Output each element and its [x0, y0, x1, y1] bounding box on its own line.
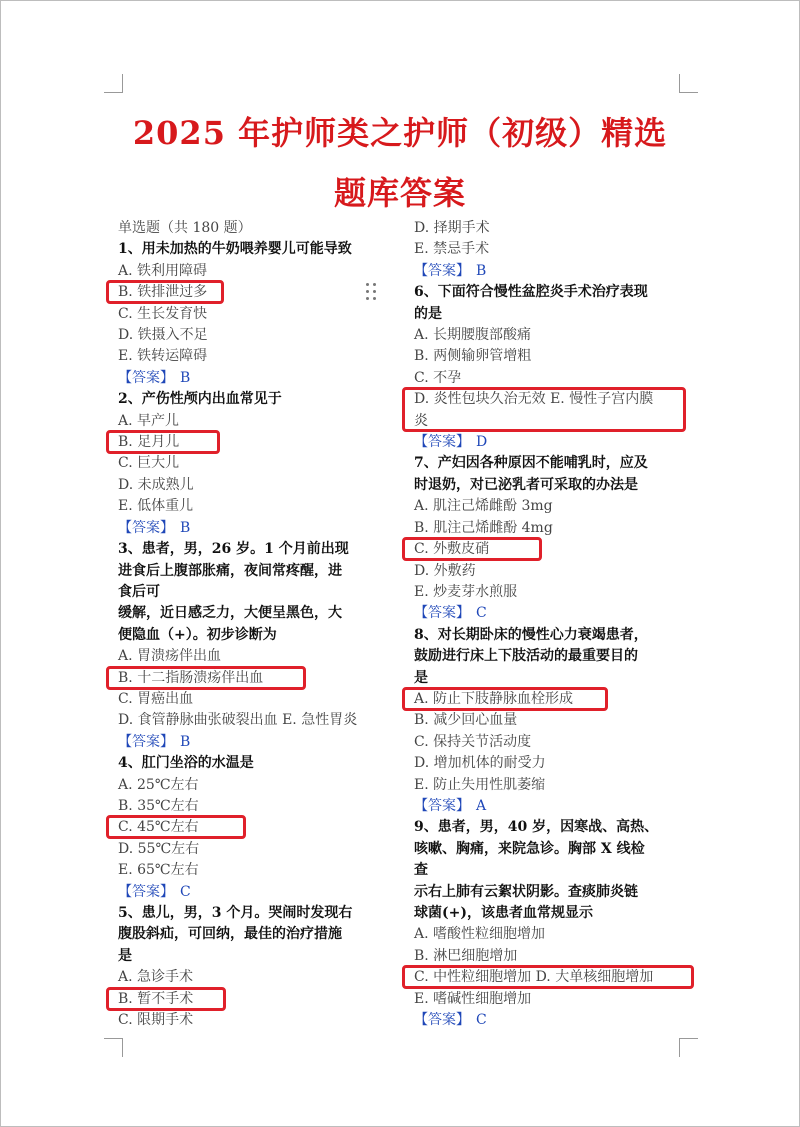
answer-value: D: [476, 434, 488, 451]
answer-option: A. 25℃左右: [118, 776, 199, 793]
answer-row: [118, 368, 393, 389]
answer-option: C. 生长发育快: [118, 305, 208, 322]
question-stem: 鼓励进行床上下肢活动的最重要目的: [414, 648, 638, 665]
answer-row: [118, 882, 393, 903]
document-title-line-2: 题库答案: [333, 174, 466, 212]
answer-option: A. 胃溃疡伴出血: [118, 648, 222, 665]
answer-option: E. 65℃左右: [118, 862, 199, 879]
answer-value: B: [180, 733, 191, 750]
answer-label: 【答案】: [414, 1012, 470, 1029]
answer-label: 【答案】: [414, 605, 470, 622]
answer-option: D. 炎性包块久治无效 E. 慢性子宫内膜: [414, 389, 696, 410]
answer-option: E. 防止失用性肌萎缩: [414, 776, 546, 793]
section-header: 单选题（共 180 题）: [118, 220, 252, 236]
question-stem: 4、肛门坐浴的水温是: [118, 755, 254, 772]
crop-mark-bottom-left: [104, 1038, 123, 1057]
question-stem: 9、患者，男，40 岁，因寒战、高热、: [414, 819, 659, 836]
answer-value: A: [476, 797, 487, 814]
answer-value: B: [180, 519, 191, 536]
right-column: [414, 218, 696, 1031]
correct-answer-highlight: [106, 430, 220, 454]
document-title-line-1: 2025 年护师类之护师（初级）精选: [132, 114, 668, 152]
question-stem: 球菌(+)，该患者血常规显示: [414, 905, 593, 921]
answer-option: C. 限期手术: [118, 1012, 194, 1029]
answer-row: [414, 603, 696, 624]
answer-option: B. 淋巴细胞增加: [414, 947, 518, 964]
question-stem: 便隐血（+）。初步诊断为: [118, 626, 277, 643]
question-stem: 腹股斜疝，可回纳，最佳的治疗措施: [118, 926, 342, 943]
correct-answer-highlight: [402, 965, 694, 989]
question-stem: 缓解，近日感乏力，大便呈黑色，大: [118, 605, 342, 622]
answer-label: 【答案】: [118, 369, 174, 386]
answer-option: D. 未成熟儿: [118, 476, 194, 493]
question-stem: 时退奶，对已泌乳者可采取的办法是: [414, 476, 638, 493]
answer-option: C. 外敷皮硝: [414, 539, 696, 560]
answer-option: B. 减少回心血量: [414, 712, 518, 729]
answer-label: 【答案】: [118, 883, 174, 900]
correct-answer-highlight: [106, 280, 224, 304]
answer-option: A. 铁利用障碍: [118, 262, 208, 279]
answer-option: D. 增加机体的耐受力: [414, 755, 546, 772]
question-stem: 是: [414, 669, 428, 686]
answer-option: C. 巨大儿: [118, 455, 180, 472]
answer-value: C: [180, 883, 191, 900]
answer-option: B. 十二指肠溃疡伴出血: [118, 668, 393, 689]
answer-option: D. 55℃左右: [118, 840, 200, 857]
question-stem: 查: [414, 862, 428, 879]
answer-value: B: [476, 262, 487, 279]
answer-option: A. 长期腰腹部酸痛: [414, 327, 532, 344]
answer-option: D. 食管静脉曲张破裂出血 E. 急性胃炎: [118, 712, 358, 729]
answer-option: 炎: [414, 412, 428, 429]
correct-answer-highlight: [402, 687, 608, 711]
question-stem: 是: [118, 947, 132, 964]
question-stem: 5、患儿，男，3 个月。哭闹时发现右: [118, 905, 353, 921]
answer-option: C. 中性粒细胞增加 D. 大单核细胞增加: [414, 967, 696, 988]
answer-label: 【答案】: [118, 733, 174, 750]
answer-option: A. 早产儿: [118, 412, 180, 429]
answer-option: B. 肌注己烯雌酚 4mg: [414, 519, 553, 536]
answer-option: D. 铁摄入不足: [118, 327, 208, 344]
question-stem: 的是: [414, 305, 442, 322]
correct-answer-highlight: [402, 537, 542, 561]
answer-label: 【答案】: [414, 797, 470, 814]
answer-value: B: [180, 369, 191, 386]
correct-answer-highlight: [106, 987, 226, 1011]
answer-label: 【答案】: [414, 434, 470, 451]
answer-option: E. 低体重儿: [118, 498, 194, 515]
answer-row: [118, 518, 393, 539]
answer-value: C: [476, 1012, 487, 1029]
question-stem: 进食后上腹部胀痛，夜间常疼醒，进: [118, 562, 342, 579]
answer-option: E. 嗜碱性细胞增加: [414, 990, 532, 1007]
answer-option: D. 择期手术: [414, 220, 490, 236]
answer-option: E. 铁转运障碍: [118, 348, 208, 365]
answer-option: B. 铁排泄过多: [118, 282, 393, 303]
answer-option: A. 嗜酸性粒细胞增加: [414, 926, 546, 943]
answer-option: C. 胃癌出血: [118, 690, 194, 707]
left-column: [118, 218, 393, 1031]
answer-value: C: [476, 605, 487, 622]
answer-option: B. 35℃左右: [118, 797, 199, 814]
answer-option: D. 外敷药: [414, 562, 476, 579]
answer-row: [118, 732, 393, 753]
answer-row: [414, 796, 696, 817]
answer-option: C. 45℃左右: [118, 817, 393, 838]
question-stem: 食后可: [118, 583, 160, 600]
correct-answer-highlight: [106, 666, 306, 690]
answer-option: C. 保持关节活动度: [414, 733, 532, 750]
answer-option: B. 两侧输卵管增粗: [414, 348, 532, 365]
question-stem: 7、产妇因各种原因不能哺乳时，应及: [414, 455, 648, 472]
answer-label: 【答案】: [414, 262, 470, 279]
answer-row: [414, 261, 696, 282]
question-stem: 示右上肺有云絮状阴影。查痰肺炎链: [414, 883, 638, 900]
question-stem: 3、患者，男，26 岁。1 个月前出现: [118, 541, 349, 558]
crop-mark-top-right: [679, 74, 698, 93]
question-stem: 6、下面符合慢性盆腔炎手术治疗表现: [414, 284, 648, 301]
answer-option: E. 禁忌手术: [414, 241, 490, 258]
answer-row: [414, 432, 696, 453]
question-stem: 咳嗽、胸痛，来院急诊。胸部 X 线检: [414, 840, 645, 857]
question-stem: 8、对长期卧床的慢性心力衰竭患者，: [414, 626, 648, 643]
answer-option: B. 暂不手术: [118, 989, 393, 1010]
answer-option: C. 不孕: [414, 369, 462, 386]
answer-row: [414, 1010, 696, 1031]
answer-option: A. 肌注己烯雌酚 3mg: [414, 498, 553, 515]
answer-option: A. 防止下肢静脉血栓形成: [414, 689, 696, 710]
question-stem: 2、产伤性颅内出血常见于: [118, 391, 282, 408]
correct-answer-highlight: [106, 815, 246, 839]
answer-option: A. 急诊手术: [118, 969, 194, 986]
crop-mark-bottom-right: [679, 1038, 698, 1057]
answer-option: B. 足月儿: [118, 432, 393, 453]
answer-option: E. 炒麦芽水煎服: [414, 583, 518, 600]
crop-mark-top-left: [104, 74, 123, 93]
question-stem: 1、用未加热的牛奶喂养婴儿可能导致: [118, 241, 352, 258]
answer-label: 【答案】: [118, 519, 174, 536]
